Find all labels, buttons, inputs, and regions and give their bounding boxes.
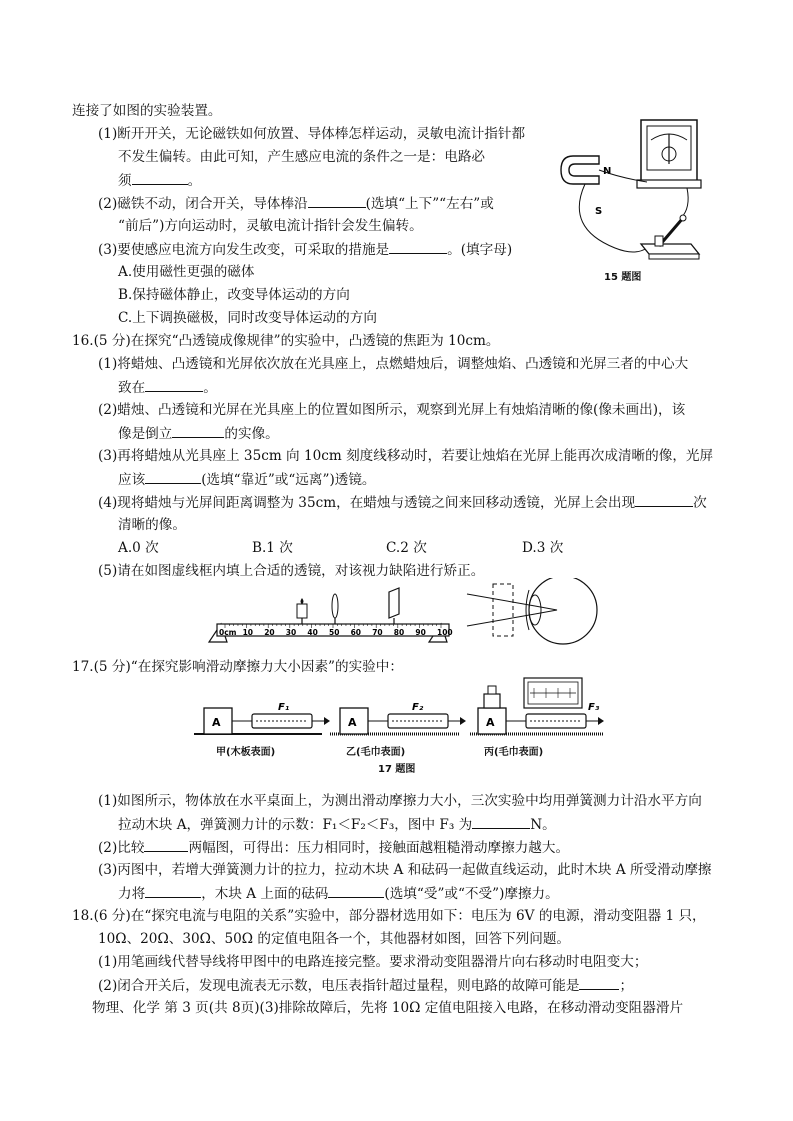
lens-dashed-box[interactable] — [493, 584, 513, 636]
candle-flame — [301, 598, 304, 604]
magnet-n-label: N — [603, 166, 612, 177]
q17-label-yi: 乙(毛巾表面) — [346, 747, 406, 758]
page-footer: 物理、化学 第 3 页(共 8页) — [92, 1000, 260, 1016]
ruler-tick-label: 90 — [415, 628, 426, 637]
q18-footer-line — [92, 998, 683, 1018]
q18-part2-post: ； — [619, 978, 634, 994]
q17-blank-1[interactable] — [472, 814, 530, 829]
q16-blank-3[interactable] — [145, 469, 201, 484]
q15-option-b: B.保持磁体静止，改变导体运动的方向 — [118, 287, 350, 303]
q15-part1-line2: 不发生偏转。由此可知，产生感应电流的条件之一是：电路必 — [118, 149, 486, 165]
ruler-tick-label: 20 — [264, 628, 275, 637]
q17-part3-mid: ，木块 A 上面的砝码 — [201, 886, 329, 902]
q16-part2-pre: 像是倒立 — [118, 426, 173, 442]
block-a-2-label: A — [348, 716, 357, 729]
q15-part1-pre: 须 — [118, 173, 132, 189]
ruler-tick-label: 30 — [285, 628, 297, 637]
weight — [484, 694, 500, 708]
q16-option-a: A.0 次 — [118, 540, 159, 556]
q17-blank-4[interactable] — [328, 883, 384, 898]
q16-blank-2[interactable] — [172, 423, 224, 438]
q16-part3-line2 — [118, 469, 376, 490]
q16-part3-pre: 应该 — [118, 472, 146, 488]
q15-intro: 连接了如图的实验装置。 — [72, 103, 222, 119]
q15-part3-post: 。(填字母) — [447, 242, 513, 258]
block-a-3-label: A — [486, 716, 495, 729]
q16-blank-4[interactable] — [635, 492, 693, 507]
q15-part1-post: 。 — [187, 173, 202, 189]
q16-part1-post: 。 — [203, 380, 217, 396]
q17-part3-line1: (3)丙图中，若增大弹簧测力计的拉力，拉动木块 A 和砝码一起做直线运动，此时木块 A 所受滑动摩擦 — [98, 862, 712, 878]
q16-option-c: C.2 次 — [386, 540, 427, 556]
force-label-f2: F₂ — [412, 702, 424, 713]
ruler-tick-label: 50 — [329, 628, 340, 637]
q17-part1-line2 — [118, 814, 556, 835]
q15-blank-3[interactable] — [389, 239, 447, 254]
ruler-tick-label: 40 — [307, 628, 318, 637]
q17-part2-pre: (2)比较 — [98, 840, 145, 856]
magnet-s-label: S — [595, 206, 603, 217]
q16-part1-line1: (1)将蜡烛、凸透镜和光屏依次放在光具座上，点燃蜡烛后，调整烛焰、凸透镜和光屏三者的中心大 — [98, 356, 689, 372]
q15-option-c: C.上下调换磁极，同时改变导体运动的方向 — [118, 310, 377, 326]
q16-option-d: D.3 次 — [522, 540, 564, 556]
light-screen — [389, 588, 399, 618]
q16-figure — [205, 578, 605, 648]
q16-part1-pre: 致在 — [118, 380, 146, 396]
q16-part4-pre: (4)现将蜡烛与光屏间距离调整为 35cm，在蜡烛与透镜之间来回移动透镜，光屏上会出现 — [98, 495, 636, 511]
switch-base — [641, 244, 699, 254]
q16-part4-line2: 清晰的像。 — [118, 517, 186, 533]
ruler-tick-label: 80 — [393, 628, 405, 637]
q17-part2 — [98, 837, 569, 858]
u-magnet — [561, 156, 599, 184]
block-a-1-label: A — [212, 716, 221, 729]
q15-caption: 15 题图 — [604, 272, 642, 283]
q18-line2: 10Ω、20Ω、30Ω、50Ω 的定值电阻各一个，其他器材如图，回答下列问题。 — [98, 931, 571, 947]
ruler-tick-label: 10 — [242, 628, 254, 637]
q16-title: 16.(5 分)在探究“凸透镜成像规律”的实验中，凸透镜的焦距为 10cm。 — [72, 333, 500, 349]
q15-figure — [555, 118, 705, 278]
q17-part1-pre: 拉动木块 A，弹簧测力计的示数：F₁＜F₂＜F₃，图中 F₃ 为 — [118, 817, 473, 833]
q16-option-b: B.1 次 — [252, 540, 293, 556]
q16-part1-line2 — [118, 377, 217, 398]
q18-part1: (1)用笔画线代替导线将甲图中的电路连接完整。要求滑动变阻器滑片向右移动时电阻变大； — [98, 954, 648, 970]
q16-part4-post: 次 — [693, 495, 707, 511]
ruler-tick-label: 100 — [437, 628, 453, 637]
q15-blank-2[interactable] — [308, 193, 366, 208]
q15-part2-pre: (2)磁铁不动，闭合开关，导体棒沿 — [98, 196, 308, 212]
q18-blank-1[interactable] — [579, 975, 619, 990]
q17-part1-line1: (1)如图所示，物体放在水平桌面上，为测出滑动摩擦力大小，三次实验中均用弹簧测力计沿水平方向 — [98, 793, 702, 809]
q17-part1-post: N。 — [530, 817, 556, 833]
q15-part3-line1 — [98, 239, 512, 260]
q17-part3-pre: 力将 — [118, 886, 146, 902]
force-label-f3: F₃ — [588, 702, 600, 713]
q17-part2-post: 两幅图，可得出：压力相同时，接触面越粗糙滑动摩擦力越大。 — [188, 840, 570, 856]
q15-blank-1[interactable] — [132, 170, 188, 185]
q18-title: 18.(6 分)在“探究电流与电阻的关系”实验中，部分器材选用如下：电压为 6V 的电源，滑动变阻器 1 只， — [72, 908, 706, 924]
q17-blank-2[interactable] — [144, 837, 188, 852]
ruler-tick-label: 60 — [350, 628, 362, 637]
q17-blank-3[interactable] — [145, 883, 201, 898]
q15-part1-line3 — [118, 170, 201, 191]
q17-part3-line2 — [118, 883, 559, 904]
q16-part4-line1 — [98, 492, 707, 513]
q17-label-bing: 丙(毛巾表面) — [484, 747, 544, 758]
q18-part2-pre: (2)闭合开关后，发现电流表无示数，电压表指针超过量程，则电路的故障可能是 — [98, 978, 580, 994]
q17-title: 17.(5 分)“在探究影响滑动摩擦力大小因素”的实验中： — [72, 659, 403, 675]
ruler-tick-label: 70 — [372, 628, 383, 637]
q15-part2-line2: “前后”)方向运动时，灵敏电流计指针会发生偏转。 — [118, 218, 423, 234]
q16-part5: (5)请在如图虚线框内填上合适的透镜，对该视力缺陷进行矫正。 — [98, 563, 485, 579]
q15-part2-line1 — [98, 193, 494, 214]
q15-part3-pre: (3)要使感应电流方向发生改变，可采取的措施是 — [98, 242, 390, 258]
eyeball — [529, 578, 597, 644]
q17-label-jia: 甲(木板表面) — [216, 747, 276, 758]
q16-blank-1[interactable] — [145, 377, 203, 392]
convex-lens — [332, 594, 338, 618]
ruler-tick-label: 0cm — [219, 628, 237, 637]
q18-part3: (3)排除故障后，先将 10Ω 定值电阻接入电路，在移动滑动变阻器滑片 — [259, 1000, 684, 1016]
q17-caption: 17 题图 — [378, 764, 416, 775]
q15-part2-post: (选填“上下”“左右”或 — [365, 196, 494, 212]
q18-part2 — [98, 975, 633, 996]
q16-part2-line1: (2)蜡烛、凸透镜和光屏在光具座上的位置如图所示，观察到光屏上有烛焰清晰的像(像未画出)，该 — [98, 402, 686, 418]
q16-part2-line2 — [118, 423, 279, 444]
q17-part3-post: (选填“受”或“不受”)摩擦力。 — [384, 886, 559, 902]
force-label-f1: F₁ — [278, 702, 290, 713]
q15-option-a: A.使用磁性更强的磁体 — [118, 264, 255, 280]
q16-part3-line1: (3)再将蜡烛从光具座上 35cm 向 10cm 刻度线移动时，若要让烛焰在光屏上能再次成清晰的像，光屏 — [98, 448, 714, 464]
q16-part2-post: 的实像。 — [224, 426, 279, 442]
candle — [297, 604, 307, 618]
q16-part3-post: (选填“靠近”或“远离”)透镜。 — [201, 472, 376, 488]
q15-part1-line1: (1)断开开关，无论磁铁如何放置、导体棒怎样运动，灵敏电流计指针都 — [98, 126, 526, 142]
